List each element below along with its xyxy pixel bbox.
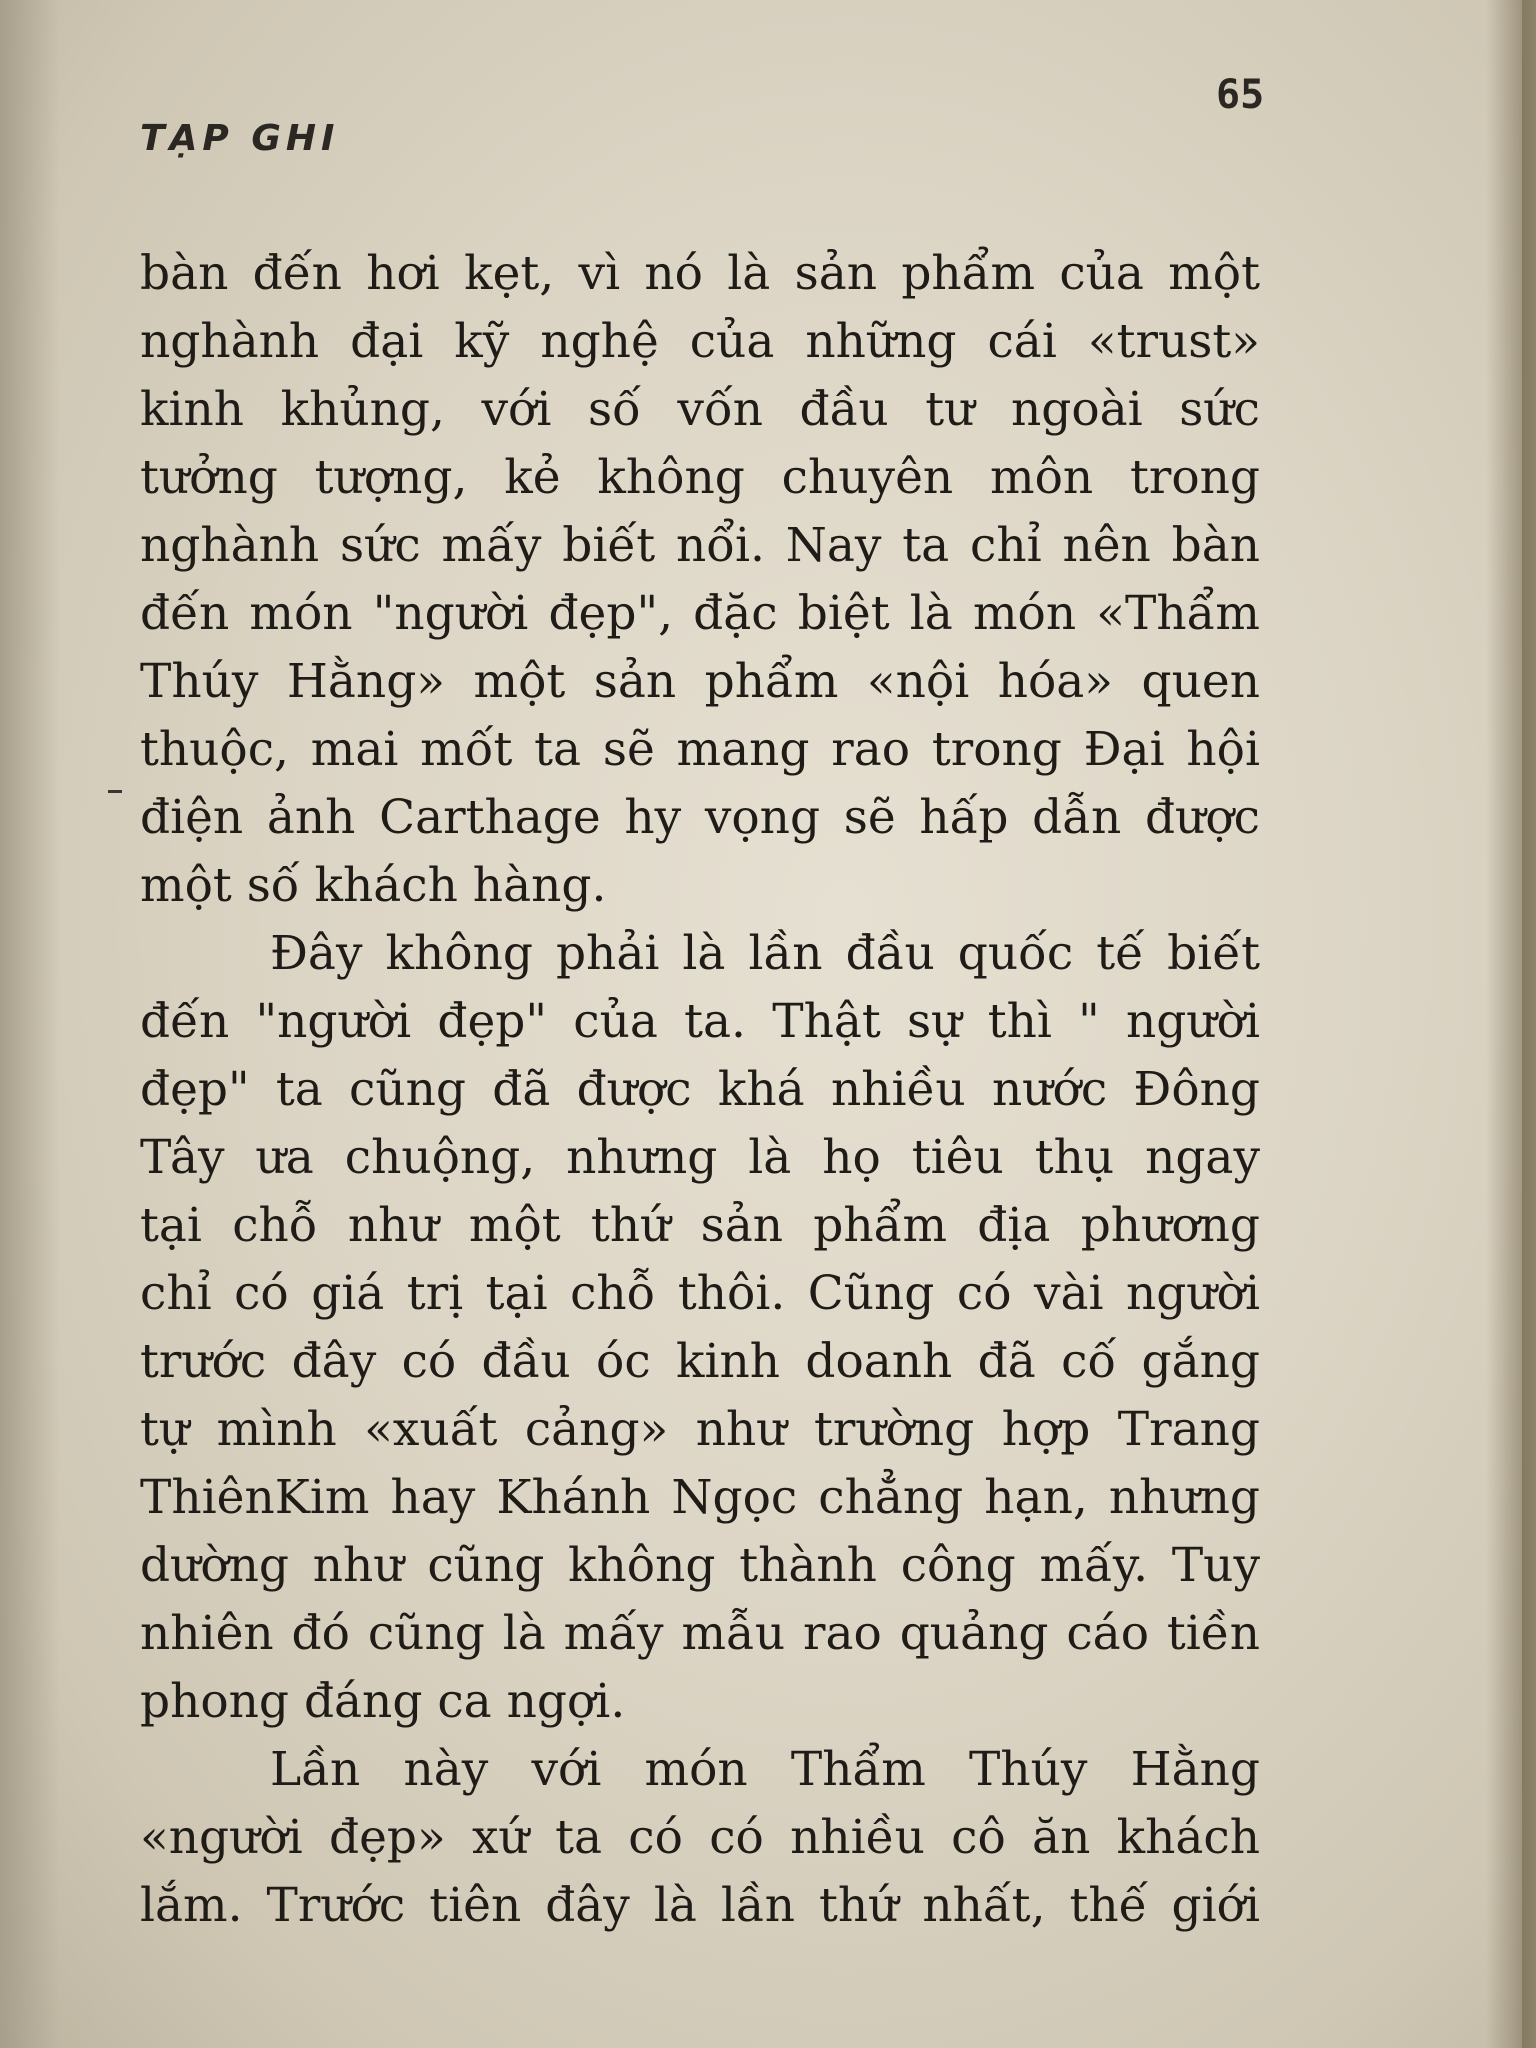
text-line: bàn đến hơi kẹt, vì nó là sản phẩm của một (140, 246, 1260, 301)
text-line: phong đáng ca ngợi. (140, 1674, 626, 1729)
text-line: tưởng tượng, kẻ không chuyên môn trong (140, 450, 1260, 505)
text-line: Đây không phải là lần đầu quốc tế biết (270, 926, 1260, 981)
text-line: đến "người đẹp" của ta. Thật sự thì " người (140, 994, 1260, 1049)
text-line: lắm. Trước tiên đây là lần thứ nhất, thế giới (140, 1878, 1260, 1933)
text-line: ThiênKim hay Khánh Ngọc chẳng hạn, nhưng (140, 1470, 1260, 1525)
text-line: trước đây có đầu óc kinh doanh đã cố gắng (140, 1334, 1260, 1389)
text-line: «người đẹp» xứ ta có có nhiều cô ăn khách (140, 1810, 1260, 1865)
text-line: tự mình «xuất cảng» như trường hợp Trang (140, 1402, 1260, 1457)
text-line: đến món "người đẹp", đặc biệt là món «Thẩm (140, 586, 1260, 641)
body-text (140, 240, 1260, 1940)
text-line: Thúy Hằng» một sản phẩm «nội hóa» quen (140, 654, 1260, 709)
margin-mark (108, 790, 122, 793)
text-line: kinh khủng, với số vốn đầu tư ngoài sức (140, 382, 1260, 437)
text-line: điện ảnh Carthage hy vọng sẽ hấp dẫn được (140, 790, 1260, 845)
text-line: Tây ưa chuộng, nhưng là họ tiêu thụ ngay (140, 1130, 1260, 1185)
text-line: Lần này với món Thẩm Thúy Hằng (270, 1742, 1260, 1797)
text-line: chỉ có giá trị tại chỗ thôi. Cũng có vài người (140, 1266, 1260, 1321)
text-line: đẹp" ta cũng đã được khá nhiều nước Đông (140, 1062, 1260, 1117)
text-line: nghành sức mấy biết nổi. Nay ta chỉ nên bàn (140, 518, 1260, 573)
text-line: nghành đại kỹ nghệ của những cái «trust» (140, 314, 1260, 369)
running-head: TẠP GHI (140, 118, 340, 159)
text-line: tại chỗ như một thứ sản phẩm địa phương (140, 1198, 1260, 1253)
text-line: dường như cũng không thành công mấy. Tuy (140, 1538, 1260, 1593)
text-line: nhiên đó cũng là mấy mẫu rao quảng cáo tiền (140, 1606, 1260, 1661)
text-line: thuộc, mai mốt ta sẽ mang rao trong Đại hội (140, 722, 1260, 777)
text-line: một số khách hàng. (140, 858, 607, 913)
page-number: 65 (1216, 72, 1265, 118)
page-edge (1522, 0, 1536, 2048)
